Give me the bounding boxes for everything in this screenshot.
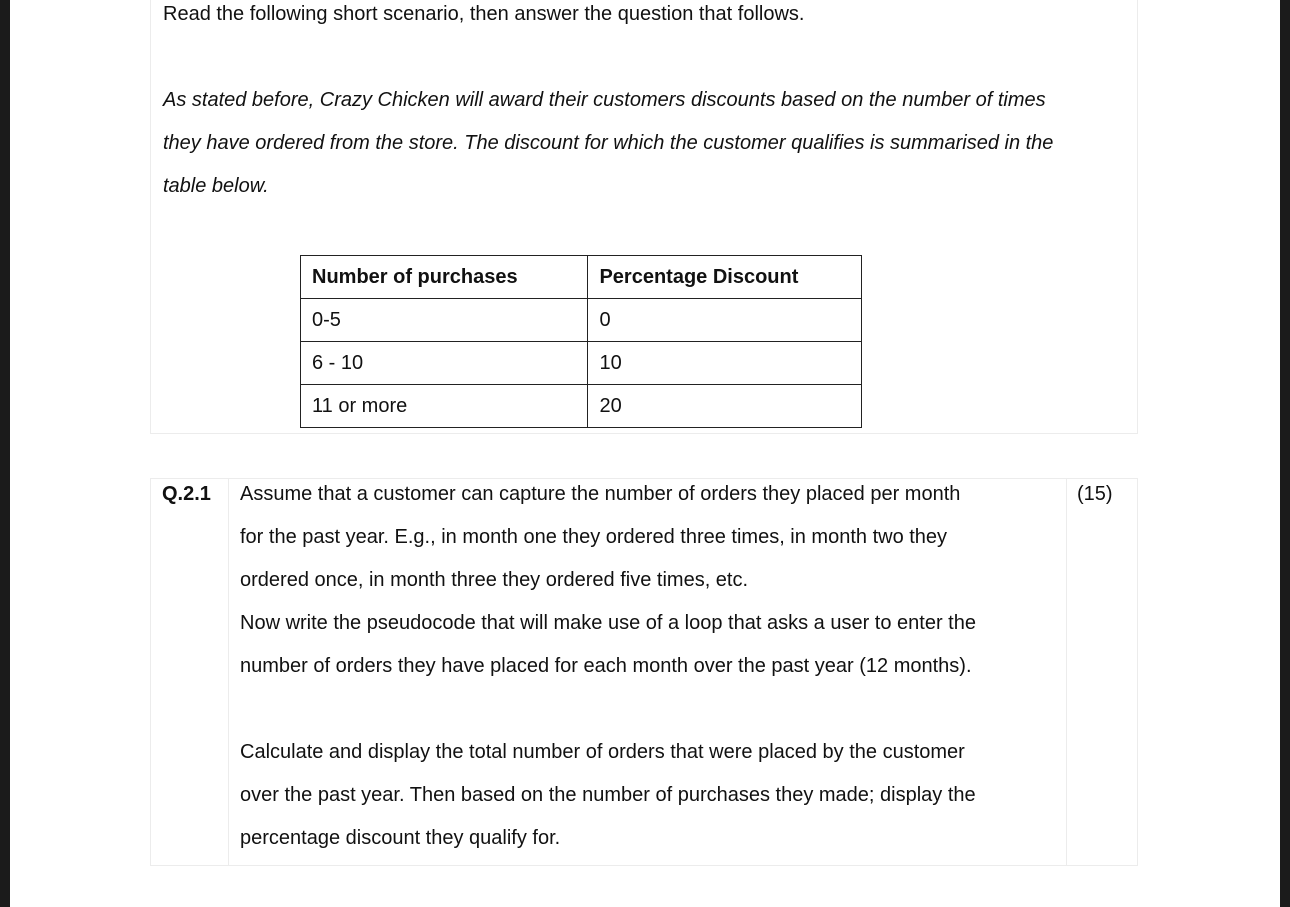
table-header-purchases: Number of purchases bbox=[301, 256, 588, 299]
table-row bbox=[301, 385, 862, 428]
question-line-3: ordered once, in month three they ordered five times, etc. bbox=[240, 569, 749, 591]
table-header-row bbox=[301, 256, 862, 299]
question-marks: (15) bbox=[1077, 483, 1113, 505]
table-cell: 11 or more bbox=[301, 385, 588, 428]
window-edge-left bbox=[0, 0, 10, 907]
table-cell: 0 bbox=[588, 299, 862, 342]
scenario-line-3: table below. bbox=[163, 175, 269, 197]
question-number: Q.2.1 bbox=[162, 483, 211, 505]
window-edge-right bbox=[1280, 0, 1290, 907]
question-line-1: Assume that a customer can capture the number of orders they placed per month bbox=[240, 483, 961, 505]
table-cell: 0-5 bbox=[301, 299, 588, 342]
question-line-8: percentage discount they qualify for. bbox=[240, 827, 561, 849]
question-number-cell bbox=[150, 478, 229, 866]
table-header-discount: Percentage Discount bbox=[588, 256, 862, 299]
question-line-4: Now write the pseudocode that will make use of a loop that asks a user to enter the bbox=[240, 612, 976, 634]
question-marks-cell bbox=[1066, 478, 1138, 866]
table-row bbox=[301, 342, 862, 385]
table-cell: 10 bbox=[588, 342, 862, 385]
intro-text: Read the following short scenario, then answer the question that follows. bbox=[163, 3, 805, 25]
question-line-5: number of orders they have placed for each month over the past year (12 months). bbox=[240, 655, 972, 677]
table-row bbox=[301, 299, 862, 342]
scenario-line-2: they have ordered from the store. The discount for which the customer qualifies is summarised in the bbox=[163, 132, 1054, 154]
question-line-2: for the past year. E.g., in month one they ordered three times, in month two they bbox=[240, 526, 948, 548]
question-line-6: Calculate and display the total number of orders that were placed by the customer bbox=[240, 741, 965, 763]
discount-table bbox=[300, 255, 862, 428]
table-cell: 6 - 10 bbox=[301, 342, 588, 385]
question-line-7: over the past year. Then based on the number of purchases they made; display the bbox=[240, 784, 976, 806]
scenario-line-1: As stated before, Crazy Chicken will award their customers discounts based on the number of times bbox=[163, 89, 1046, 111]
table-cell: 20 bbox=[588, 385, 862, 428]
